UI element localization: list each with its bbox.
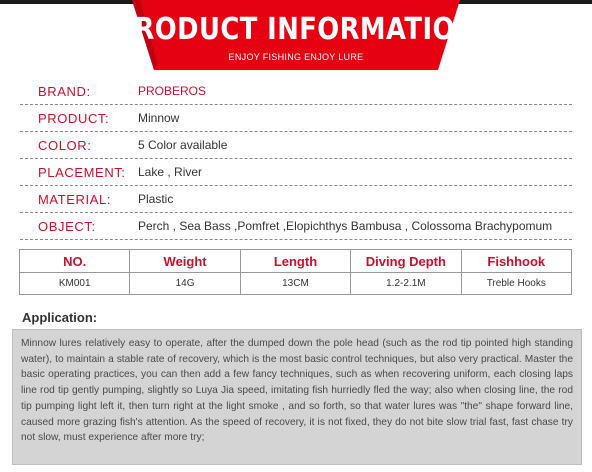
- table-cell-weight: 14G: [130, 273, 240, 295]
- spec-value: Perch , Sea Bass ,Pomfret ,Elopichthys Bambusa , Colossoma Brachypomum: [138, 219, 553, 233]
- spec-row-brand: [20, 78, 572, 105]
- spec-value: Minnow: [138, 111, 180, 125]
- spec-row-placement: [20, 159, 572, 186]
- spec-label: PRODUCT:: [38, 111, 110, 126]
- table-cell-no: KM001: [20, 273, 130, 295]
- spec-row-product: [20, 105, 572, 132]
- table-header-no: NO.: [20, 250, 130, 273]
- table-header-length: Length: [240, 250, 350, 273]
- table-header-row: [20, 250, 572, 273]
- product-info-banner: [0, 0, 592, 74]
- table-header-weight: Weight: [130, 250, 240, 273]
- table-cell-length: 13CM: [240, 273, 350, 295]
- spec-label: BRAND:: [38, 84, 91, 99]
- spec-label: COLOR:: [38, 138, 92, 153]
- spec-row-color: [20, 132, 572, 159]
- banner-subtitle: ENJOY FISHING ENJOY LURE: [228, 52, 364, 62]
- banner-title: PRODUCT INFORMATION: [115, 12, 477, 47]
- spec-label: OBJECT:: [38, 219, 96, 234]
- spec-value: Plastic: [138, 192, 174, 206]
- dashed-divider: [20, 239, 572, 240]
- application-title: Application:: [22, 310, 98, 325]
- spec-label: PLACEMENT:: [38, 165, 126, 180]
- table-header-diving-depth: Diving Depth: [351, 250, 461, 273]
- spec-value: PROBEROS: [138, 84, 207, 98]
- spec-row-object: [20, 213, 572, 240]
- spec-table: [19, 249, 572, 295]
- table-cell-diving-depth: 1.2-2.1M: [351, 273, 461, 295]
- table-row: [20, 273, 572, 295]
- application-text: Minnow lures relatively easy to operate, after the dumped down the pole head (such as the rod tip pointed high standing water), to maintain a stable rate of recovery, which is the most basic control techniques, but also very practical. Master the basic operating practices, you can then add a few fancy techniques, such as when recovering uniform, each closing laps line rod tip gently pumping, slightly so Luya Jia speed, imitating fish hurriedly fled the way; also when closing line, the rod tip pumping light left it, then turn right at the light smoke , and so forth, so that water lures was "the" shape forward line, caused more grazing fish's attention. As the speed of recovery, it is not fixed, they do not bite slow trial fast, fast chase try not slow, must experience after more try;: [12, 329, 582, 465]
- spec-value: Lake , River: [138, 165, 203, 179]
- spec-label: MATERIAL:: [38, 192, 112, 207]
- table-cell-fishhook: Treble Hooks: [461, 273, 571, 295]
- spec-value: 5 Color available: [138, 138, 228, 152]
- spec-row-material: [20, 186, 572, 213]
- table-header-fishhook: Fishhook: [461, 250, 571, 273]
